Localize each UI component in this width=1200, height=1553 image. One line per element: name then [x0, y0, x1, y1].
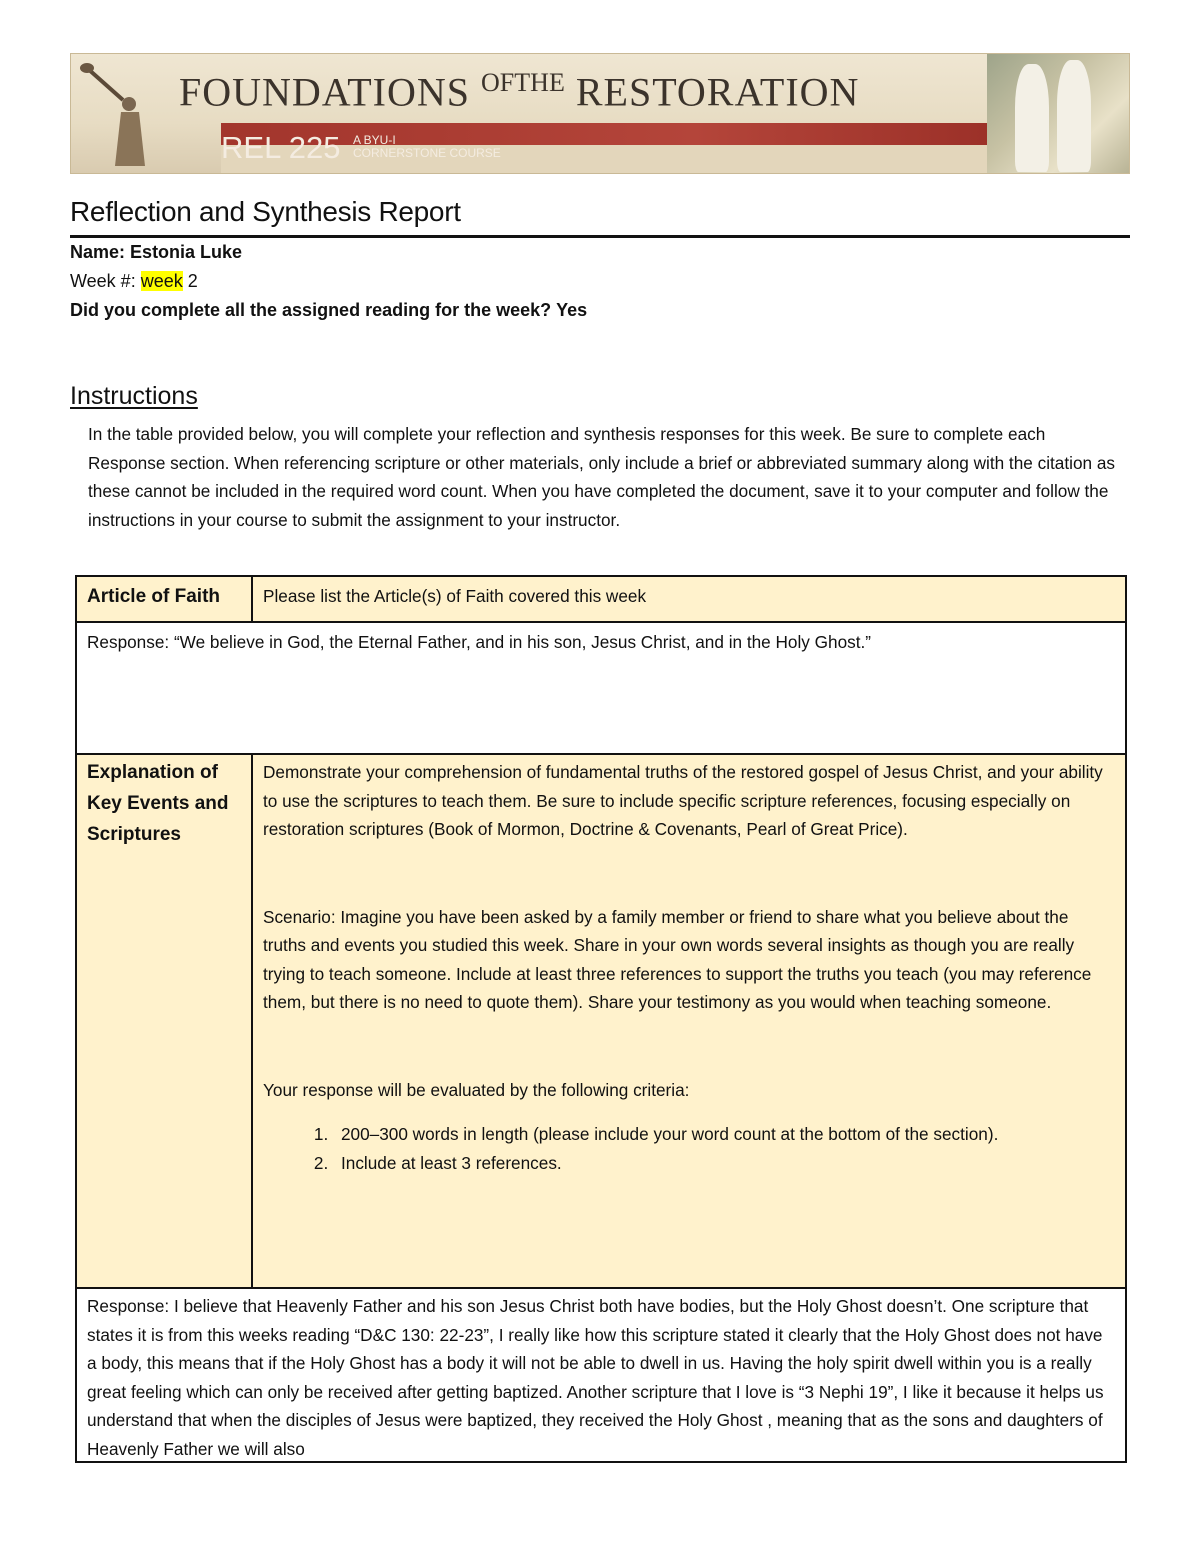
name-label: Name:	[70, 242, 126, 262]
week-number: 2	[187, 271, 198, 291]
explanation-prompt-cell	[251, 753, 1127, 1289]
week-label: Week #:	[70, 271, 136, 291]
banner-course-subtitle: A BYU-I CORNERSTONE COURSE	[353, 133, 501, 160]
reading-answer: Yes	[556, 300, 588, 320]
criteria-item: 1. 200–300 words in length (please include your word count at the bottom of the section).	[333, 1120, 1115, 1149]
criteria-item: 2. Include at least 3 references.	[333, 1149, 1115, 1178]
angel-moroni-trumpet-icon	[79, 60, 159, 170]
criteria-list	[263, 1120, 1115, 1177]
name-line	[70, 242, 242, 263]
explanation-response-cell[interactable]: Response: I believe that Heavenly Father and his son Jesus Christ both have bodies, but the Holy Ghost doesn’t. One scripture that states it is from this weeks reading “D&C 130: 22-23”, I really like how this scripture stated it clearly that the Holy Ghost does not have a body, this means that if the Holy Ghost has a body it will not be able to dwell in us. Having the holy spirit dwell within you is a really great feeling which can only be received after getting baptized. Another scripture that I love is “3 Nephi 19”, I like it because it helps us understand that when the disciples of Jesus were baptized, they received the Holy Ghost , meaning that as the sons and daughters of Heavenly Father we will also	[75, 1287, 1127, 1463]
article-prompt-cell: Please list the Article(s) of Faith covered this week	[251, 575, 1127, 623]
page-title: Reflection and Synthesis Report	[70, 196, 461, 227]
explanation-prompt-1: Demonstrate your comprehension of fundamental truths of the restored gospel of Jesus Christ, and your ability to use the scriptures to teach them. Be sure to include specific scripture references, focusing especially on restoration scriptures (Book of Mormon, Doctrine & Covenants, Pearl of Great Price).	[263, 762, 1103, 839]
course-banner	[70, 53, 1130, 174]
week-line	[70, 271, 198, 292]
name-value: Estonia Luke	[130, 242, 243, 262]
explanation-prompt-2: Scenario: Imagine you have been asked by a family member or friend to share what you believe about the truths and events you studied this week. Share in your own words several insights as though you are really trying to teach someone. Include at least three references to support the truths you teach (you may reference them, but there is no need to quote them). Share your testimony as you would when teaching someone.	[263, 906, 1092, 1012]
title-divider	[70, 235, 1130, 238]
reading-line	[70, 300, 587, 321]
explanation-header-cell: Explanation of Key Events and Scriptures	[75, 753, 253, 1289]
week-highlight: week	[140, 271, 183, 291]
banner-course-code: REL 225	[221, 130, 341, 165]
article-header-cell: Article of Faith	[75, 575, 253, 623]
explanation-row	[75, 753, 1127, 1289]
reading-question: Did you complete all the assigned reading for the week?	[70, 300, 552, 320]
criteria-intro: Your response will be evaluated by the following criteria:	[263, 1079, 690, 1100]
article-of-faith-row	[75, 575, 1127, 623]
article-response-row[interactable]	[75, 621, 1127, 755]
article-response-cell[interactable]: Response: “We believe in God, the Eternal Father, and in his son, Jesus Christ, and in the Holy Ghost.”	[75, 621, 1127, 755]
instructions-heading: Instructions	[70, 382, 198, 410]
banner-title: FOUNDATIONS $^{OFTHE}$ RESTORATION	[179, 68, 860, 115]
explanation-response-row[interactable]	[75, 1287, 1127, 1463]
banner-painting-image	[987, 54, 1129, 174]
instructions-text: In the table provided below, you will complete your reflection and synthesis responses for this week. Be sure to complete each Response section. When referencing scripture or other materials, only include a brief or abbreviated summary along with the citation as these cannot be included in the required word count. When you have completed the document, save it to your computer and follow the instructions in your course to submit the assignment to your instructor.	[88, 424, 1115, 530]
